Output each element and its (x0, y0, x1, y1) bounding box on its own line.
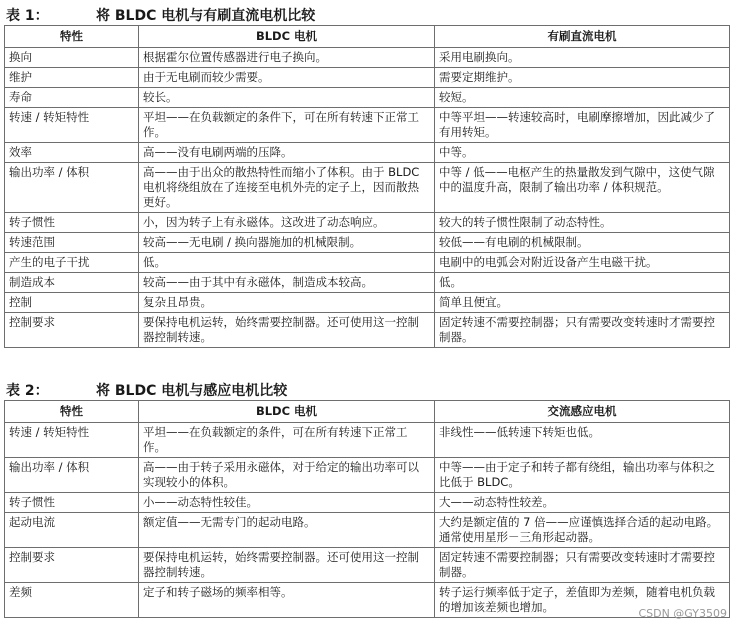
table1-feature-cell: 转速范围 (5, 233, 139, 253)
table2-header-cell: BLDC 电机 (139, 401, 435, 423)
table1-row (5, 213, 730, 233)
table1-header-cell: BLDC 电机 (139, 26, 435, 48)
table1-row (5, 88, 730, 108)
table1-bldc-cell: 小，因为转子上有永磁体。这改进了动态响应。 (139, 213, 435, 233)
table1-compare-cell: 固定转速不需要控制器；只有需要改变转速时才需要控制器。 (435, 313, 730, 348)
table2-feature-cell: 转速 / 转矩特性 (5, 423, 139, 458)
table1 (4, 25, 730, 348)
table1-bldc-cell: 平坦——在负载额定的条件下，可在所有转速下正常工作。 (139, 108, 435, 143)
table2 (4, 400, 730, 618)
table2-bldc-cell: 定子和转子磁场的频率相等。 (139, 583, 435, 618)
table1-bldc-cell: 复杂且昂贵。 (139, 293, 435, 313)
table2-header-cell: 特性 (5, 401, 139, 423)
table1-row (5, 68, 730, 88)
table1-row (5, 253, 730, 273)
table2-compare-cell: 中等——由于定子和转子都有绕组，输出功率与体积之比低于 BLDC。 (435, 458, 730, 493)
table2-compare-cell: 大约是额定值的 7 倍——应谨慎选择合适的起动电路。通常使用星形－三角形起动器。 (435, 513, 730, 548)
table1-row (5, 108, 730, 143)
table2-bldc-cell: 小——动态特性较佳。 (139, 493, 435, 513)
table2-bldc-cell: 额定值——无需专门的起动电路。 (139, 513, 435, 548)
table2-compare-cell: 非线性——低转速下转矩也低。 (435, 423, 730, 458)
table1-feature-cell: 转子惯性 (5, 213, 139, 233)
table1-compare-cell: 中等。 (435, 143, 730, 163)
table2-caption-number: 表 2： (6, 383, 49, 399)
table1-feature-cell: 维护 (5, 68, 139, 88)
table1-feature-cell: 控制要求 (5, 313, 139, 348)
table2-row (5, 493, 730, 513)
watermark: CSDN @GY3509 (638, 607, 727, 620)
table1-bldc-cell: 较高——由于其中有永磁体，制造成本较高。 (139, 273, 435, 293)
table2-caption (6, 380, 287, 400)
table1-header-cell: 特性 (5, 26, 139, 48)
table2-header-row (5, 401, 730, 423)
table2-compare-cell: 大——动态特性较差。 (435, 493, 730, 513)
table1-row (5, 48, 730, 68)
table1-header-cell: 有刷直流电机 (435, 26, 730, 48)
table1-feature-cell: 转速 / 转矩特性 (5, 108, 139, 143)
table2-bldc-cell: 高——由于转子采用永磁体，对于给定的输出功率可以实现较小的体积。 (139, 458, 435, 493)
table2-caption-title: 将 BLDC 电机与感应电机比较 (96, 383, 288, 399)
table1-compare-cell: 需要定期维护。 (435, 68, 730, 88)
table1-feature-cell: 换向 (5, 48, 139, 68)
table1-compare-cell: 较大的转子惯性限制了动态特性。 (435, 213, 730, 233)
table2-bldc-cell: 平坦——在负载额定的条件，可在所有转速下正常工作。 (139, 423, 435, 458)
table1-compare-cell: 较短。 (435, 88, 730, 108)
table1-row (5, 163, 730, 213)
table1-row (5, 293, 730, 313)
table2-compare-cell: 固定转速不需要控制器；只有需要改变转速时才需要控制器。 (435, 548, 730, 583)
table1-caption (6, 5, 315, 25)
table2-compare-cell: 转子运行频率低于定子，差值即为差频，随着电机负载的增加该差频也增加。 (435, 583, 730, 618)
table2-row (5, 423, 730, 458)
table2-feature-cell: 转子惯性 (5, 493, 139, 513)
table1-header-row (5, 26, 730, 48)
table2-row (5, 513, 730, 548)
table1-compare-cell: 较低——有电刷的机械限制。 (435, 233, 730, 253)
table2-feature-cell: 差频 (5, 583, 139, 618)
table2-row (5, 458, 730, 493)
table1-row (5, 143, 730, 163)
table1-bldc-cell: 高——没有电刷两端的压降。 (139, 143, 435, 163)
table1-caption-number: 表 1： (6, 8, 49, 24)
table1-bldc-cell: 根据霍尔位置传感器进行电子换向。 (139, 48, 435, 68)
table2-header-cell: 交流感应电机 (435, 401, 730, 423)
table1-row (5, 233, 730, 253)
table1-bldc-cell: 较长。 (139, 88, 435, 108)
table1-feature-cell: 控制 (5, 293, 139, 313)
table1-bldc-cell: 由于无电刷而较少需要。 (139, 68, 435, 88)
table1-compare-cell: 中等 / 低——电枢产生的热量散发到气隙中，这使气隙中的温度升高，限制了输出功率 / 体积规范。 (435, 163, 730, 213)
table1-bldc-cell: 较高——无电刷 / 换向器施加的机械限制。 (139, 233, 435, 253)
table1-feature-cell: 寿命 (5, 88, 139, 108)
table1-compare-cell: 简单且便宜。 (435, 293, 730, 313)
table1-compare-cell: 低。 (435, 273, 730, 293)
table1-bldc-cell: 要保持电机运转，始终需要控制器。还可使用这一控制器控制转速。 (139, 313, 435, 348)
table2-bldc-cell: 要保持电机运转，始终需要控制器。还可使用这一控制器控制转速。 (139, 548, 435, 583)
table1-bldc-cell: 低。 (139, 253, 435, 273)
table1-compare-cell: 采用电刷换向。 (435, 48, 730, 68)
table1-bldc-cell: 高——由于出众的散热特性而缩小了体积。由于 BLDC 电机将绕组放在了连接至电机外壳的定子上，因而散热更好。 (139, 163, 435, 213)
table2-row (5, 548, 730, 583)
table1-feature-cell: 制造成本 (5, 273, 139, 293)
table1-compare-cell: 中等平坦——转速较高时，电刷摩擦增加，因此减少了有用转矩。 (435, 108, 730, 143)
table2-feature-cell: 控制要求 (5, 548, 139, 583)
table1-row (5, 273, 730, 293)
table1-caption-title: 将 BLDC 电机与有刷直流电机比较 (96, 8, 316, 24)
table1-feature-cell: 效率 (5, 143, 139, 163)
table2-feature-cell: 起动电流 (5, 513, 139, 548)
table1-feature-cell: 输出功率 / 体积 (5, 163, 139, 213)
table1-feature-cell: 产生的电子干扰 (5, 253, 139, 273)
table2-feature-cell: 输出功率 / 体积 (5, 458, 139, 493)
table1-compare-cell: 电刷中的电弧会对附近设备产生电磁干扰。 (435, 253, 730, 273)
table2-row (5, 583, 730, 618)
table1-row (5, 313, 730, 348)
